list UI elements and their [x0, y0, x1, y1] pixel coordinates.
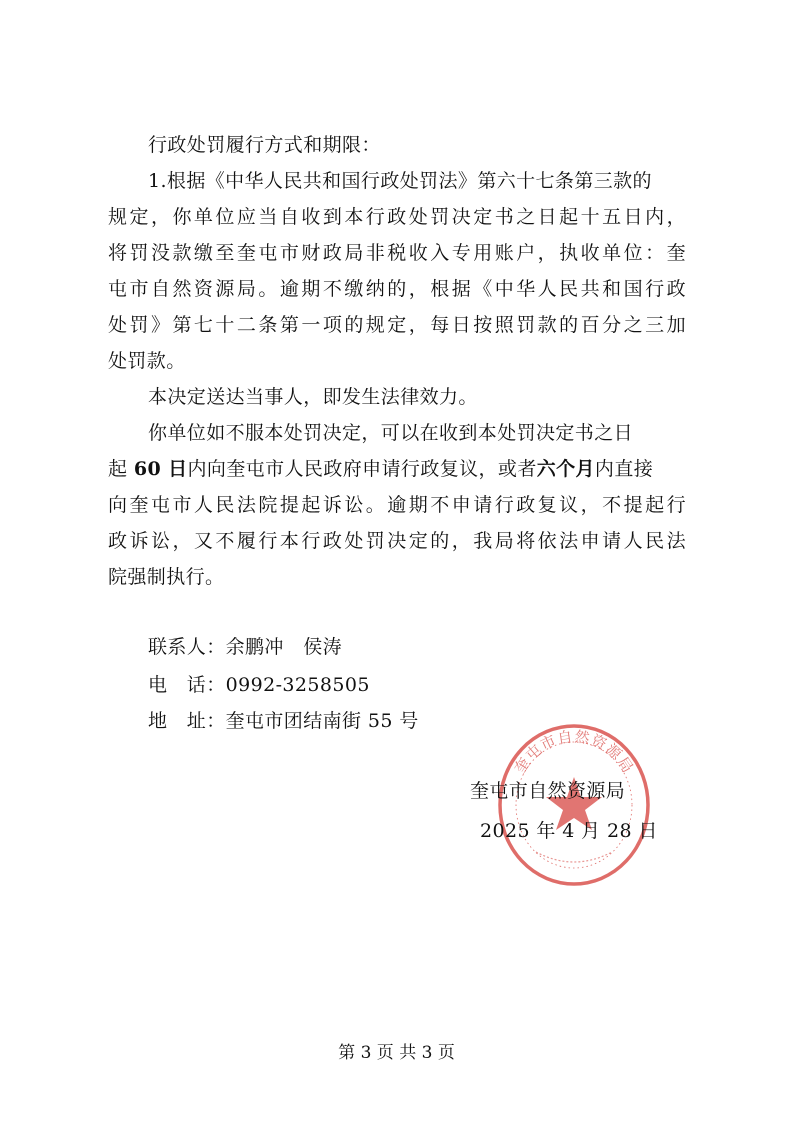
deadline-days: 60 日 [133, 458, 188, 480]
signature-date: 2025 年 4 月 28 日 [480, 820, 658, 842]
paragraph-1-line-3: 将罚没款缴至奎屯市财政局非税收入专用账户，执收单位：奎 [108, 242, 686, 264]
paragraph-3-line-3: 向奎屯市人民法院提起诉讼。逾期不申请行政复议，不提起行 [108, 494, 686, 516]
paragraph-2: 本决定送达当事人，即发生法律效力。 [148, 386, 478, 408]
deadline-months: 六个月 [536, 458, 595, 480]
contact-address-row [148, 708, 419, 734]
official-seal-stamp [496, 722, 652, 888]
paragraph-3-line-2 [108, 456, 686, 482]
paragraph-3-line-1: 你单位如不服本处罚决定，可以在收到本处罚决定书之日 [148, 422, 634, 444]
paragraph-3-line-4: 政诉讼，又不履行本行政处罚决定的，我局将依法申请人民法 [108, 530, 686, 552]
text-segment: 起 [108, 458, 128, 480]
contact-address-label: 地 址： [148, 710, 226, 732]
contact-address: 奎屯市团结南街 55 号 [225, 710, 419, 732]
contact-phone: 0992-3258505 [225, 674, 370, 696]
paragraph-1-line-2: 规定，你单位应当自收到本行政处罚决定书之日起十五日内， [108, 206, 686, 228]
svg-text:奎屯市自然资源局: 奎屯市自然资源局 [510, 727, 638, 777]
contact-person: 联系人：余鹏冲 侯涛 [148, 636, 343, 658]
page-number-footer: 第 3 页 共 3 页 [338, 1043, 455, 1063]
contact-phone-row [148, 672, 370, 698]
paragraph-1-line-5: 处罚》第七十二条第一项的规定，每日按照罚款的百分之三加 [108, 314, 686, 336]
paragraph-1-line-6: 处罚款。 [108, 350, 186, 372]
section-heading: 行政处罚履行方式和期限： [148, 134, 381, 156]
text-segment: 内直接 [594, 458, 654, 480]
paragraph-1-line-1: 1.根据《中华人民共和国行政处罚法》第六十七条第三款的 [148, 170, 652, 192]
text-segment: 内向奎屯市人民政府申请行政复议，或者 [187, 458, 537, 480]
signature-organization: 奎屯市自然资源局 [470, 780, 626, 802]
paragraph-1-line-4: 屯市自然资源局。逾期不缴纳的，根据《中华人民共和国行政 [108, 278, 686, 300]
paragraph-3-line-5: 院强制执行。 [108, 566, 225, 588]
contact-phone-label: 电 话： [148, 674, 226, 696]
